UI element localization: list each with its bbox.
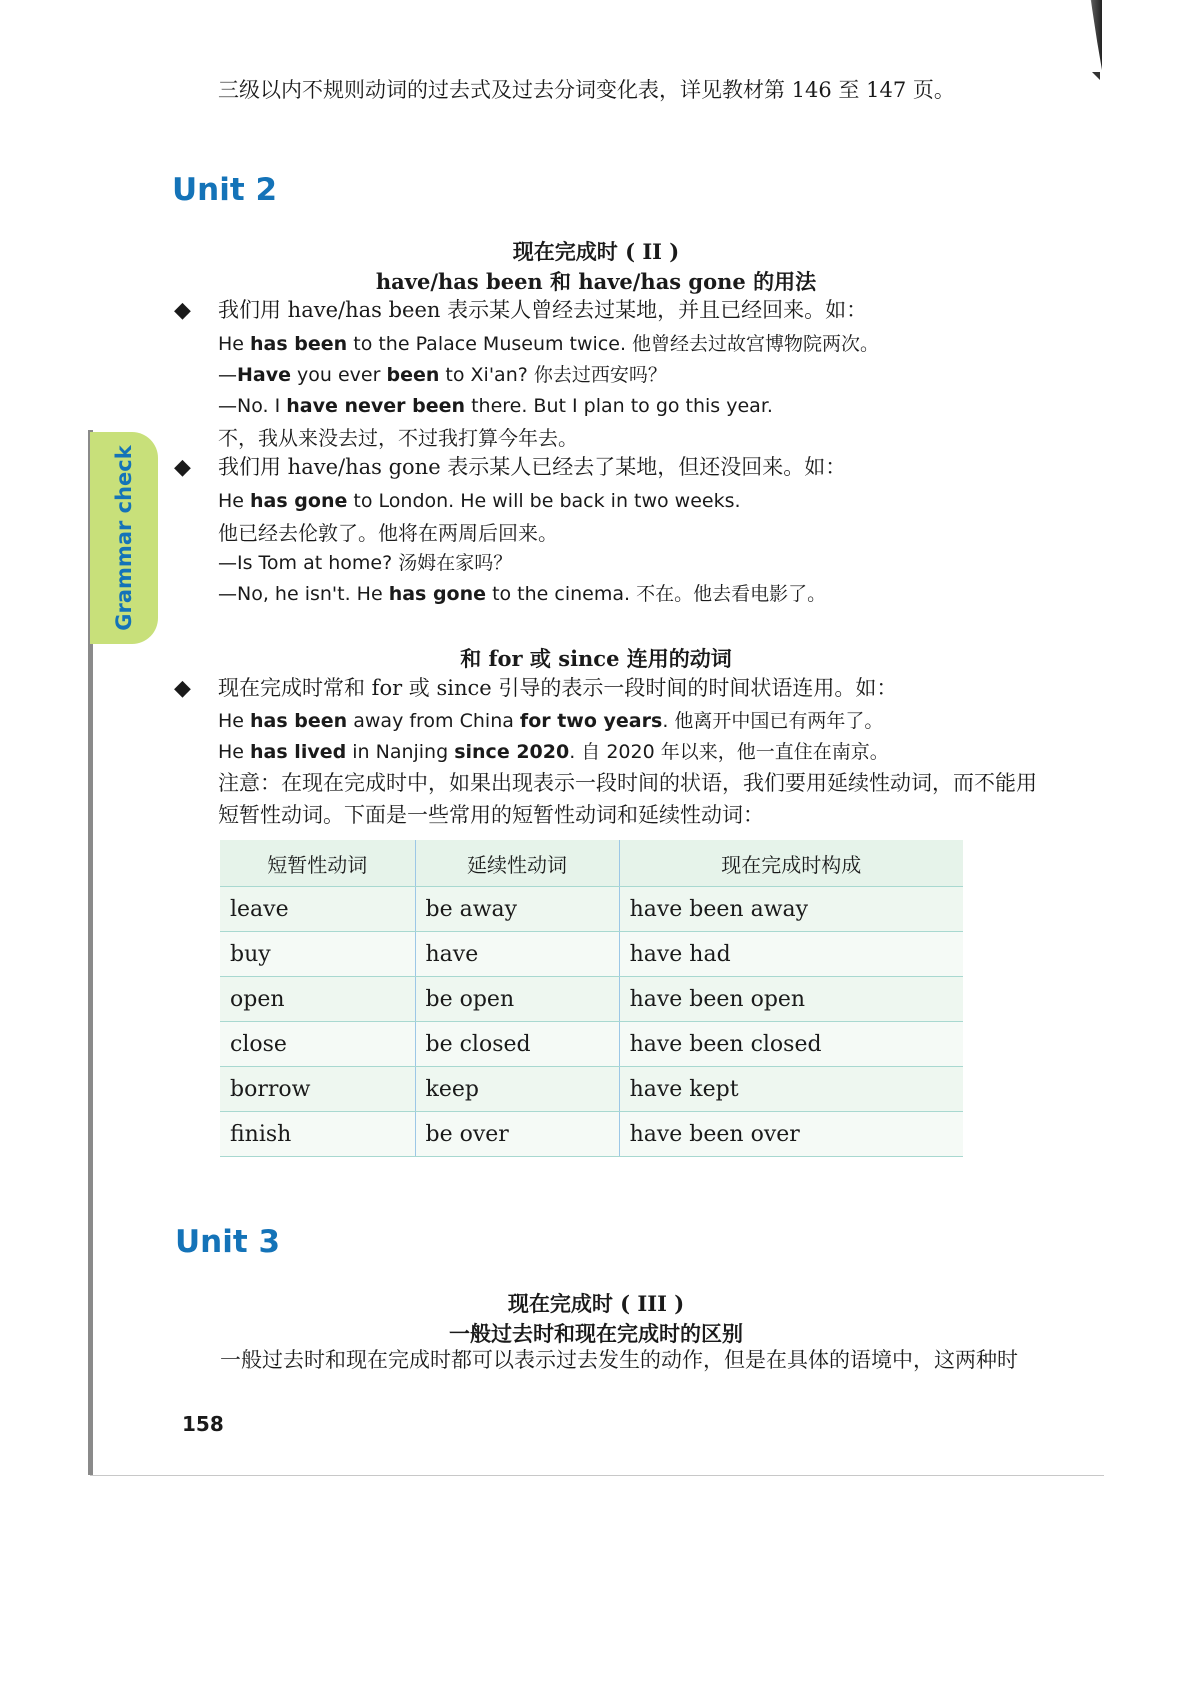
unit2-heading-2: have/has been 和 have/has gone 的用法 — [375, 269, 817, 294]
example-line: He has gone to London. He will be back in two weeks. — [218, 490, 741, 512]
grammar-check-tab — [90, 432, 158, 644]
table-cell: keep — [415, 1067, 619, 1112]
table-cell: buy — [220, 932, 415, 977]
table-cell: leave — [220, 887, 415, 932]
example-line: He has been to the Palace Museum twice. 他曾经去过故宫博物院两次。 — [218, 333, 880, 355]
table-cell: open — [220, 977, 415, 1022]
table-cell: have been open — [619, 977, 963, 1022]
note-line-2: 短暂性动词。下面是一些常用的短暂性动词和延续性动词： — [218, 803, 764, 827]
example-line: 他已经去伦敦了。他将在两周后回来。 — [218, 521, 558, 545]
table-cell: be away — [415, 887, 619, 932]
table-header: 现在完成时构成 — [619, 840, 963, 887]
table-cell: close — [220, 1022, 415, 1067]
table-row — [220, 1067, 963, 1112]
table-cell: be closed — [415, 1022, 619, 1067]
example-line: He has lived in Nanjing since 2020. 自 2020 年以来，他一直住在南京。 — [218, 741, 889, 763]
example-line: 不，我从来没去过，不过我打算今年去。 — [218, 426, 578, 450]
example-line: —Have you ever been to Xi'an? 你去过西安吗？ — [218, 364, 667, 386]
unit2-bullet-2: 我们用 have/has gone 表示某人已经去了某地，但还没回来。如： — [218, 455, 847, 479]
table-row — [220, 977, 963, 1022]
table-header-row — [220, 840, 963, 887]
verb-table — [220, 840, 963, 1157]
example-line: —Is Tom at home? 汤姆在家吗？ — [218, 552, 513, 574]
table-cell: have had — [619, 932, 963, 977]
unit2-heading-3: 和 for 或 since 连用的动词 — [460, 646, 732, 671]
unit2-heading-1: 现在完成时 ( II ) — [512, 239, 680, 264]
unit3-heading-2: 一般过去时和现在完成时的区别 — [449, 1321, 743, 1346]
table-cell: be over — [415, 1112, 619, 1157]
example-line: —No, he isn't. He has gone to the cinema. 不在。他去看电影了。 — [218, 583, 827, 605]
unit3-paragraph-line: 一般过去时和现在完成时都可以表示过去发生的动作，但是在具体的语境中，这两种时 — [220, 1348, 1018, 1372]
unit3-heading-1: 现在完成时 ( III ) — [507, 1291, 685, 1316]
table-cell: borrow — [220, 1067, 415, 1112]
table-row — [220, 1112, 963, 1157]
page-number: 158 — [182, 1412, 224, 1436]
table-cell: have been closed — [619, 1022, 963, 1067]
table-header: 短暂性动词 — [220, 840, 415, 887]
table-cell: finish — [220, 1112, 415, 1157]
example-line: —No. I have never been there. But I plan to go this year. — [218, 395, 773, 417]
table-cell: be open — [415, 977, 619, 1022]
unit2-bullet-1: 我们用 have/has been 表示某人曾经去过某地，并且已经回来。如： — [218, 298, 868, 322]
example-line: He has been away from China for two years. 他离开中国已有两年了。 — [218, 710, 884, 732]
table-cell: have been away — [619, 887, 963, 932]
table-row — [220, 887, 963, 932]
intro-line: 三级以内不规则动词的过去式及过去分词变化表，详见教材第 146 至 147 页。 — [218, 78, 955, 102]
grammar-check-label: Grammar check — [112, 445, 136, 631]
diamond-bullet-icon: ◆ — [174, 298, 191, 323]
table-row — [220, 1022, 963, 1067]
page-bottom-rule — [90, 1475, 1104, 1476]
table-cell: have — [415, 932, 619, 977]
unit2-bullet-3: 现在完成时常和 for 或 since 引导的表示一段时间的时间状语连用。如： — [218, 676, 898, 700]
table-row — [220, 932, 963, 977]
unit2-title: Unit 2 — [172, 172, 278, 208]
unit3-title: Unit 3 — [175, 1224, 281, 1260]
note-line-1: 注意：在现在完成时中，如果出现表示一段时间的状语，我们要用延续性动词，而不能用 — [218, 771, 1037, 795]
scan-corner-dot — [1092, 72, 1100, 80]
table-cell: have kept — [619, 1067, 963, 1112]
diamond-bullet-icon: ◆ — [174, 455, 191, 480]
table-header: 延续性动词 — [415, 840, 619, 887]
diamond-bullet-icon: ◆ — [174, 676, 191, 701]
scan-corner-mark — [1086, 0, 1102, 70]
table-cell: have been over — [619, 1112, 963, 1157]
